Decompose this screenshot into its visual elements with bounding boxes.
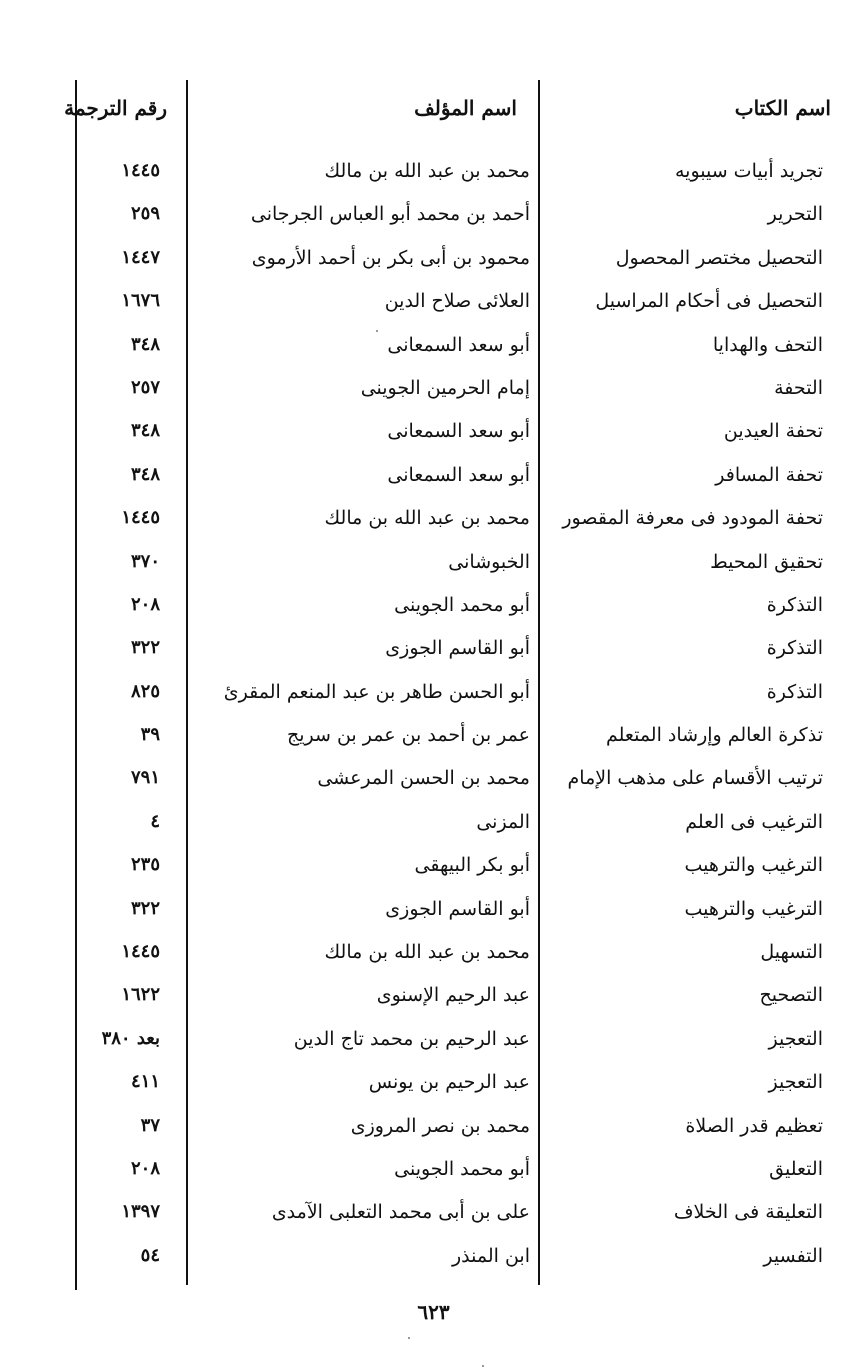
book-title-cell: الترغيب والترهيب: [684, 897, 823, 920]
index-row: [0, 411, 867, 454]
author-name-cell: محمود بن أبى بكر بن أحمد الأرموى: [251, 246, 530, 269]
author-name-cell: أحمد بن محمد أبو العباس الجرجانى: [250, 203, 530, 226]
biography-number-cell: ١٤٤٥: [121, 160, 160, 181]
book-title-cell: التذكرة: [766, 680, 823, 703]
author-name-cell: عمر بن أحمد بن عمر بن سريج: [286, 724, 530, 747]
biography-number-cell: ٥٤: [140, 1244, 160, 1266]
book-title-cell: التعليق: [769, 1157, 823, 1180]
author-name-cell: عبد الرحيم بن يونس: [368, 1071, 530, 1094]
book-title-cell: التحف والهدايا: [712, 333, 823, 356]
author-name-cell: ابن المنذر: [451, 1244, 530, 1267]
book-title-cell: تحفة المودود فى معرفة المقصور: [562, 507, 823, 530]
header-book-title: اسم الكتاب: [734, 96, 831, 120]
book-index-list: [0, 151, 867, 1279]
book-title-cell: تحفة المسافر: [715, 463, 823, 486]
index-row: [0, 1106, 867, 1149]
biography-number-cell: ٢٥٧: [130, 376, 160, 398]
author-name-cell: أبو القاسم الجوزى: [385, 637, 530, 660]
book-title-cell: تذكرة العالم وإرشاد المتعلم: [605, 724, 823, 747]
index-row: [0, 585, 867, 628]
book-title-cell: التذكرة: [766, 593, 823, 616]
biography-number-cell: ١٤٤٥: [121, 941, 160, 963]
index-row: [0, 194, 867, 237]
index-row: [0, 1149, 867, 1192]
biography-number-cell: ٨٢٥: [130, 680, 160, 702]
author-name-cell: المزنى: [476, 810, 530, 833]
index-row: [0, 845, 867, 888]
index-row: [0, 151, 867, 194]
biography-number-cell: ٢٥٩: [130, 203, 160, 225]
author-name-cell: أبو سعد السمعانى: [387, 333, 530, 356]
book-title-cell: الترغيب والترهيب: [684, 854, 823, 877]
author-name-cell: أبو سعد السمعانى: [387, 420, 530, 443]
index-row: [0, 238, 867, 281]
page-number: ٦٢٣: [417, 1300, 450, 1324]
author-name-cell: عبد الرحيم الإسنوى: [376, 984, 530, 1007]
biography-number-cell: ١٤٤٧: [121, 246, 160, 268]
biography-number-cell: ٧٩١: [130, 767, 160, 789]
index-row: [0, 1019, 867, 1062]
book-title-cell: التذكرة: [766, 637, 823, 660]
biography-number-cell: ٣٢٢: [130, 897, 160, 919]
author-name-cell: أبو بكر البيهقى: [414, 854, 530, 877]
biography-number-cell: ٣٩: [140, 724, 160, 746]
index-row: [0, 281, 867, 324]
author-name-cell: محمد بن عبد الله بن مالك: [324, 507, 530, 530]
book-title-cell: التحفة: [774, 376, 823, 399]
biography-number-cell: ٢٠٨: [130, 1157, 160, 1179]
header-author-name: اسم المؤلف: [414, 96, 517, 120]
book-title-cell: ترتيب الأقسام على مذهب الإمام: [567, 767, 823, 790]
biography-number-cell: بعد ٣٨٠: [101, 1027, 160, 1049]
biography-number-cell: ٣٤٨: [130, 333, 160, 355]
author-name-cell: الخبوشانى: [448, 550, 530, 573]
author-name-cell: محمد بن نصر المروزى: [350, 1114, 530, 1137]
book-title-cell: التعجيز: [768, 1027, 823, 1050]
index-row: [0, 1192, 867, 1235]
author-name-cell: إمام الحرمين الجوينى: [360, 376, 530, 399]
index-row: [0, 455, 867, 498]
header-biography-number: رقم الترجمة: [64, 96, 167, 120]
biography-number-cell: ١٤٤٥: [121, 507, 160, 529]
index-row: [0, 368, 867, 411]
index-row: [0, 672, 867, 715]
author-name-cell: أبو القاسم الجوزى: [385, 897, 530, 920]
index-row: [0, 498, 867, 541]
book-title-cell: التعليقة فى الخلاف: [673, 1201, 823, 1224]
author-name-cell: أبو سعد السمعانى: [387, 463, 530, 486]
author-name-cell: العلائى صلاح الدين: [384, 290, 530, 313]
index-row: [0, 1062, 867, 1105]
book-title-cell: التحرير: [767, 203, 823, 226]
book-title-cell: التسهيل: [760, 941, 823, 964]
book-title-cell: تحفة العيدين: [723, 420, 823, 443]
index-row: [0, 758, 867, 801]
index-row: [0, 1236, 867, 1279]
index-row: [0, 932, 867, 975]
author-name-cell: محمد بن عبد الله بن مالك: [324, 160, 530, 182]
author-name-cell: أبو الحسن طاهر بن عبد المنعم المقرئ: [223, 680, 530, 703]
biography-number-cell: ٢٣٥: [130, 854, 160, 876]
book-title-cell: التحصيل فى أحكام المراسيل: [595, 290, 823, 313]
biography-number-cell: ٤: [150, 810, 160, 832]
index-row: [0, 542, 867, 585]
index-row: [0, 325, 867, 368]
book-title-cell: التفسير: [763, 1244, 823, 1267]
book-title-cell: التعجيز: [768, 1071, 823, 1094]
author-name-cell: أبو محمد الجوينى: [394, 593, 530, 616]
index-row: [0, 628, 867, 671]
author-name-cell: عبد الرحيم بن محمد تاج الدين: [293, 1027, 530, 1050]
index-row: [0, 889, 867, 932]
author-name-cell: محمد بن عبد الله بن مالك: [324, 941, 530, 964]
biography-number-cell: ١٣٩٧: [121, 1201, 160, 1223]
biography-number-cell: ٢٠٨: [130, 593, 160, 615]
biography-number-cell: ١٦٢٢: [121, 984, 160, 1006]
book-title-cell: تجريد أبيات سيبويه: [674, 160, 823, 182]
index-row: [0, 715, 867, 758]
biography-number-cell: ٣٧: [140, 1114, 160, 1136]
book-title-cell: الترغيب فى العلم: [685, 810, 823, 833]
book-title-cell: تعظيم قدر الصلاة: [685, 1114, 823, 1137]
index-row: [0, 802, 867, 845]
biography-number-cell: ١٦٧٦: [121, 290, 160, 312]
book-title-cell: التصحيح: [759, 984, 823, 1007]
biography-number-cell: ٣٢٢: [130, 637, 160, 659]
biography-number-cell: ٣٤٨: [130, 463, 160, 485]
author-name-cell: محمد بن الحسن المرعشى: [317, 767, 530, 790]
book-title-cell: التحصيل مختصر المحصول: [615, 246, 823, 269]
scan-speck: [376, 330, 378, 332]
index-row: [0, 975, 867, 1018]
scan-speck: [482, 1365, 484, 1367]
biography-number-cell: ٣٤٨: [130, 420, 160, 442]
biography-number-cell: ٣٧٠: [130, 550, 160, 572]
author-name-cell: على بن أبى محمد التعلبى الآمدى: [271, 1201, 530, 1224]
biography-number-cell: ٤١١: [130, 1071, 160, 1093]
scan-speck: [408, 1337, 410, 1339]
book-title-cell: تحقيق المحيط: [710, 550, 823, 573]
author-name-cell: أبو محمد الجوينى: [394, 1157, 530, 1180]
